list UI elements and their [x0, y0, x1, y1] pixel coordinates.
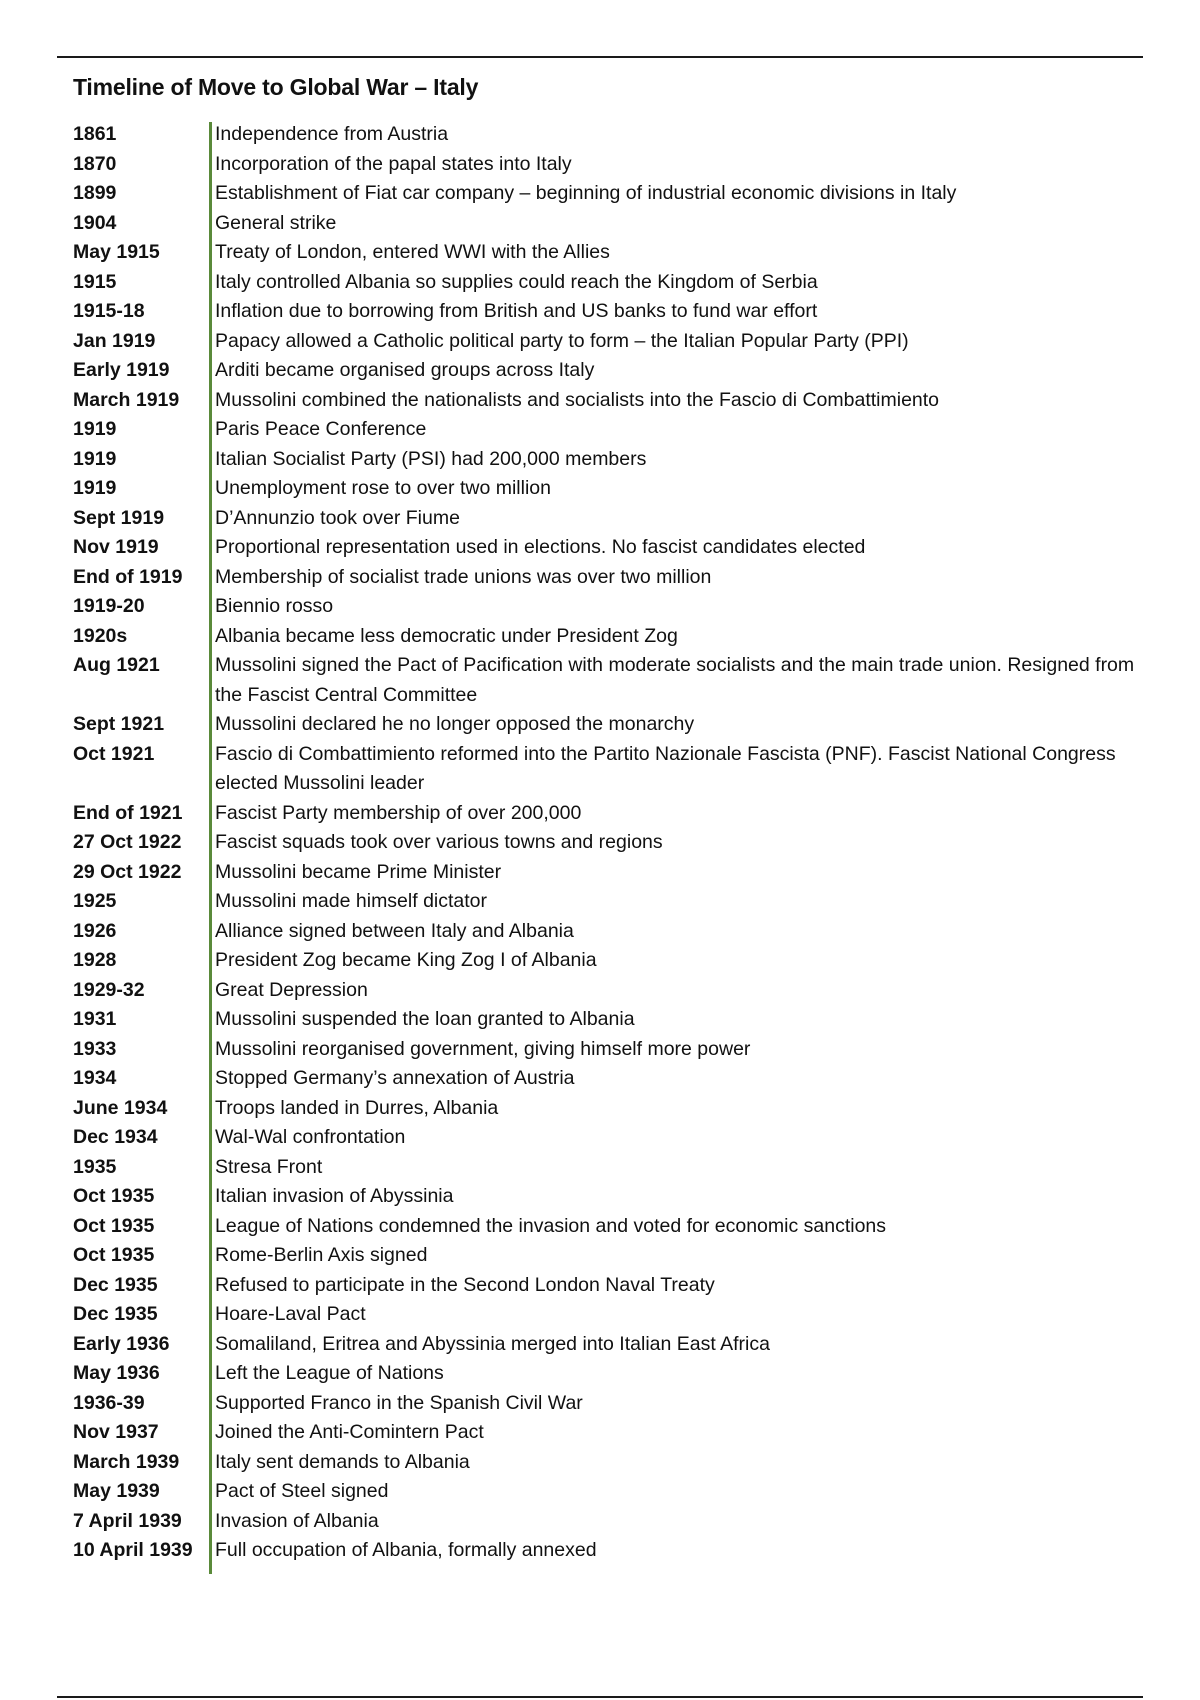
- timeline-row: [73, 1035, 1153, 1065]
- timeline-event: Fascist squads took over various towns and regions: [215, 831, 663, 853]
- timeline-event: Mussolini made himself dictator: [215, 890, 488, 912]
- timeline-date: Early 1936: [73, 1332, 170, 1355]
- timeline-date: Dec 1934: [73, 1126, 158, 1148]
- timeline-event: Mussolini combined the nationalists and socialists into the Fascio di Combattimiento: [215, 388, 940, 411]
- timeline-date: 1861: [73, 123, 117, 145]
- timeline-row: [73, 1005, 1153, 1035]
- timeline-divider-line: [209, 122, 212, 1574]
- timeline-date: 1920s: [73, 624, 128, 647]
- timeline-event: Stresa Front: [215, 1155, 323, 1178]
- timeline-date: 1934: [73, 1067, 117, 1089]
- timeline-event: Rome-Berlin Axis signed: [215, 1244, 428, 1266]
- timeline-date: Oct 1921: [73, 742, 155, 765]
- timeline-date: 1919: [73, 418, 117, 440]
- timeline-event: President Zog became King Zog I of Albania: [215, 949, 597, 971]
- timeline-event: Italy controlled Albania so supplies could reach the Kingdom of Serbia: [215, 270, 818, 293]
- timeline-event: Fascio di Combattimiento reformed into the Partito Nazionale Fascista (PNF). Fascist National Congress elected Mussolini leader: [215, 742, 1116, 794]
- timeline-row: [73, 356, 1153, 386]
- timeline-date: Jan 1919: [73, 329, 156, 352]
- timeline-date: 10 April 1939: [73, 1539, 193, 1561]
- timeline-row: [73, 1241, 1153, 1271]
- timeline-date: June 1934: [73, 1096, 168, 1119]
- bottom-rule: [57, 1696, 1143, 1698]
- timeline-event: Hoare-Laval Pact: [215, 1303, 366, 1325]
- timeline-row: [73, 1477, 1153, 1507]
- timeline-row: [73, 238, 1153, 268]
- timeline-date: 1928: [73, 949, 117, 971]
- timeline-row: [73, 474, 1153, 504]
- timeline-event: Supported Franco in the Spanish Civil War: [215, 1391, 583, 1414]
- timeline-event: Invasion of Albania: [215, 1509, 379, 1532]
- timeline-event: League of Nations condemned the invasion and voted for economic sanctions: [215, 1214, 887, 1237]
- timeline-date: 1933: [73, 1037, 117, 1060]
- timeline-row: [73, 120, 1153, 150]
- timeline-event: Paris Peace Conference: [215, 418, 427, 440]
- timeline-date: Oct 1935: [73, 1214, 155, 1237]
- timeline-event: Great Depression: [215, 978, 368, 1001]
- timeline-row: [73, 1094, 1153, 1124]
- timeline-event: Treaty of London, entered WWI with the Allies: [215, 241, 610, 263]
- timeline-event: Albania became less democratic under President Zog: [215, 624, 678, 647]
- timeline-date: May 1915: [73, 241, 160, 263]
- timeline-date: Oct 1935: [73, 1185, 155, 1207]
- timeline-event: Refused to participate in the Second London Naval Treaty: [215, 1273, 715, 1296]
- timeline-row: [73, 1182, 1153, 1212]
- top-rule: [57, 56, 1143, 58]
- timeline-event: General strike: [215, 211, 337, 234]
- timeline-event: Full occupation of Albania, formally annexed: [215, 1539, 597, 1561]
- timeline-row: [73, 1536, 1153, 1566]
- timeline-date: Sept 1919: [73, 506, 165, 529]
- timeline-row: [73, 1212, 1153, 1242]
- timeline-row: [73, 1064, 1153, 1094]
- timeline-date: 1870: [73, 152, 117, 175]
- timeline-row: [73, 179, 1153, 209]
- timeline-row: [73, 828, 1153, 858]
- timeline-row: [73, 268, 1153, 298]
- timeline-event: D’Annunzio took over Fiume: [215, 506, 460, 529]
- timeline-event: Mussolini became Prime Minister: [215, 860, 502, 883]
- timeline-event: Italian invasion of Abyssinia: [215, 1185, 454, 1207]
- timeline-date: 1926: [73, 919, 117, 942]
- timeline-event: Alliance signed between Italy and Albania: [215, 919, 574, 942]
- timeline-row: [73, 445, 1153, 475]
- timeline-row: [73, 946, 1153, 976]
- timeline-event: Independence from Austria: [215, 123, 449, 145]
- timeline-date: Early 1919: [73, 359, 170, 381]
- timeline-row: [73, 1330, 1153, 1360]
- timeline-row: [73, 651, 1153, 710]
- timeline-event: Inflation due to borrowing from British and US banks to fund war effort: [215, 300, 818, 322]
- timeline-row: [73, 386, 1153, 416]
- timeline-event: Unemployment rose to over two million: [215, 477, 551, 499]
- timeline-date: 1904: [73, 211, 117, 234]
- timeline-row: [73, 1271, 1153, 1301]
- timeline-row: [73, 415, 1153, 445]
- timeline-event: Joined the Anti-Comintern Pact: [215, 1421, 484, 1443]
- timeline-event: Stopped Germany’s annexation of Austria: [215, 1067, 575, 1089]
- timeline-row: [73, 622, 1153, 652]
- timeline-event: Mussolini declared he no longer opposed the monarchy: [215, 713, 695, 735]
- timeline-date: 7 April 1939: [73, 1509, 182, 1532]
- timeline-row: [73, 1359, 1153, 1389]
- timeline-event: Mussolini suspended the loan granted to Albania: [215, 1008, 635, 1030]
- timeline-row: [73, 1507, 1153, 1537]
- timeline-row: [73, 1448, 1153, 1478]
- timeline-row: [73, 209, 1153, 239]
- timeline-row: [73, 710, 1153, 740]
- timeline-event: Pact of Steel signed: [215, 1480, 389, 1502]
- timeline-event: Troops landed in Durres, Albania: [215, 1096, 499, 1119]
- timeline-date: 27 Oct 1922: [73, 831, 182, 853]
- timeline-date: Oct 1935: [73, 1244, 155, 1266]
- timeline-date: 1899: [73, 182, 117, 204]
- timeline-row: [73, 297, 1153, 327]
- timeline-date: March 1919: [73, 388, 180, 411]
- timeline-date: End of 1921: [73, 801, 183, 824]
- timeline-row: [73, 533, 1153, 563]
- timeline-date: 1919-20: [73, 595, 145, 617]
- timeline-date: 1915-18: [73, 300, 145, 322]
- timeline-row: [73, 1300, 1153, 1330]
- timeline-date: 1919: [73, 447, 117, 470]
- timeline-date: Dec 1935: [73, 1273, 158, 1296]
- timeline-row: [73, 592, 1153, 622]
- timeline-event: Left the League of Nations: [215, 1362, 444, 1384]
- timeline-row: [73, 976, 1153, 1006]
- timeline-date: Nov 1919: [73, 536, 159, 558]
- timeline-event: Membership of socialist trade unions was over two million: [215, 565, 712, 588]
- timeline-date: 1936-39: [73, 1391, 145, 1414]
- timeline-row: [73, 917, 1153, 947]
- timeline-date: March 1939: [73, 1450, 180, 1473]
- timeline-row: [73, 858, 1153, 888]
- timeline-row: [73, 1389, 1153, 1419]
- timeline-event: Arditi became organised groups across Italy: [215, 359, 595, 381]
- timeline-date: Nov 1937: [73, 1421, 159, 1443]
- timeline-row: [73, 1153, 1153, 1183]
- timeline-event: Mussolini signed the Pact of Pacification with moderate socialists and the main trade union. Resigned from the Fascist Central Committee: [215, 654, 1135, 706]
- timeline-event: Biennio rosso: [215, 595, 334, 617]
- timeline-date: 1935: [73, 1155, 117, 1178]
- timeline-date: May 1936: [73, 1362, 160, 1384]
- timeline-date: 29 Oct 1922: [73, 860, 182, 883]
- timeline-date: 1929-32: [73, 978, 145, 1001]
- timeline-date: Dec 1935: [73, 1303, 158, 1325]
- timeline-date: 1915: [73, 270, 117, 293]
- timeline-row: [73, 563, 1153, 593]
- timeline-date: May 1939: [73, 1480, 160, 1502]
- timeline-row: [73, 740, 1153, 799]
- timeline: [73, 120, 1153, 1566]
- timeline-event: Wal-Wal confrontation: [215, 1126, 406, 1148]
- timeline-row: [73, 799, 1153, 829]
- timeline-event: Incorporation of the papal states into Italy: [215, 152, 572, 175]
- timeline-date: Sept 1921: [73, 713, 165, 735]
- timeline-date: 1925: [73, 890, 117, 912]
- timeline-row: [73, 327, 1153, 357]
- timeline-event: Fascist Party membership of over 200,000: [215, 801, 582, 824]
- timeline-row: [73, 1418, 1153, 1448]
- timeline-event: Papacy allowed a Catholic political party to form – the Italian Popular Party (PPI): [215, 329, 909, 352]
- timeline-event: Somaliland, Eritrea and Abyssinia merged into Italian East Africa: [215, 1332, 770, 1355]
- timeline-row: [73, 887, 1153, 917]
- timeline-event: Italy sent demands to Albania: [215, 1450, 470, 1473]
- timeline-date: 1919: [73, 477, 117, 499]
- timeline-date: End of 1919: [73, 565, 183, 588]
- timeline-row: [73, 504, 1153, 534]
- timeline-event: Mussolini reorganised government, giving himself more power: [215, 1037, 751, 1060]
- timeline-row: [73, 1123, 1153, 1153]
- timeline-date: Aug 1921: [73, 654, 160, 676]
- timeline-event: Proportional representation used in elections. No fascist candidates elected: [215, 536, 866, 558]
- timeline-event: Italian Socialist Party (PSI) had 200,000 members: [215, 447, 647, 470]
- timeline-event: Establishment of Fiat car company – beginning of industrial economic divisions in Italy: [215, 182, 957, 204]
- timeline-row: [73, 150, 1153, 180]
- timeline-date: 1931: [73, 1008, 117, 1030]
- page-title: Timeline of Move to Global War – Italy: [73, 74, 479, 100]
